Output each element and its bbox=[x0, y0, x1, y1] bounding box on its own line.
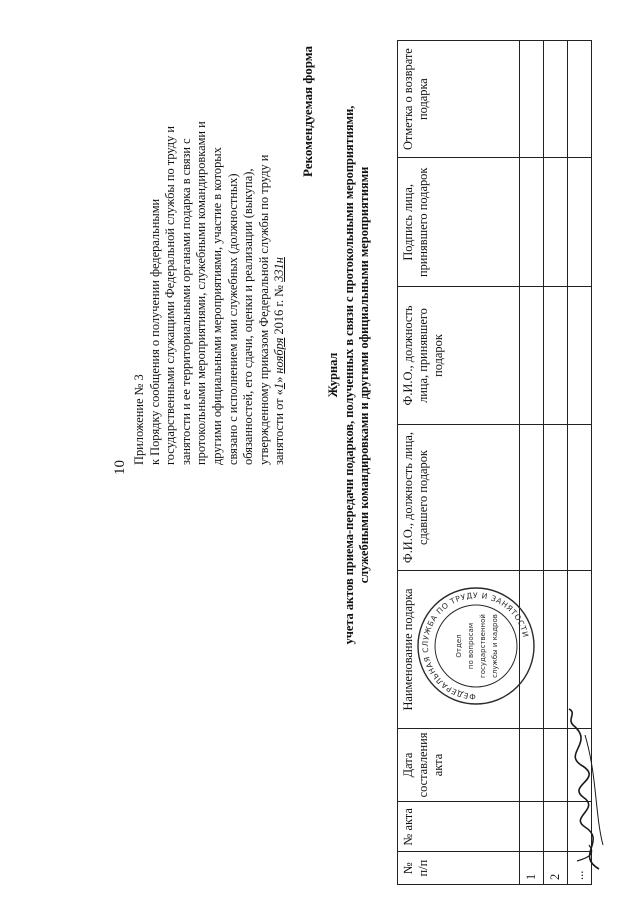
table-cell bbox=[544, 287, 568, 424]
appendix-date-line: занятости от «1» ноября 2016 г. № 331н bbox=[272, 257, 287, 465]
appendix-header bbox=[132, 35, 288, 465]
table-cell: ... bbox=[568, 852, 592, 885]
appendix-line: протокольными мероприятиями, служебными командировками и bbox=[194, 121, 209, 465]
appendix-line: обязанностей, его сдачи, оценки и реализации (выкупа), bbox=[241, 168, 256, 465]
appendix-line: утвержденному приказом Федеральной службы по труду и bbox=[256, 154, 271, 465]
title-line: Журнал bbox=[326, 352, 340, 398]
column-header: Ф.И.О., должность лица, принявшего подарок bbox=[398, 287, 520, 424]
table-cell: 2 bbox=[544, 852, 568, 885]
column-header: Наименование подарка bbox=[398, 571, 520, 728]
stamp-inner-line: государственной bbox=[479, 614, 487, 678]
appendix-line: государственными служащими Федеральной службы по труду и bbox=[163, 125, 178, 465]
table-cell bbox=[544, 41, 568, 158]
stamp-ring-text: ФЕДЕРАЛЬНАЯ СЛУЖБА ПО ТРУДУ И ЗАНЯТОСТИ bbox=[420, 590, 531, 702]
table-cell bbox=[568, 158, 592, 287]
column-header: № акта bbox=[398, 802, 520, 852]
appendix-line: к Порядку сообщения о получении федеральными bbox=[147, 198, 162, 465]
table-cell bbox=[568, 424, 592, 571]
table-cell bbox=[520, 728, 544, 802]
table-cell bbox=[520, 158, 544, 287]
journal-title bbox=[326, 0, 373, 905]
date-month: ноября bbox=[272, 337, 287, 374]
table-cell bbox=[520, 41, 544, 158]
column-header: Дата составления акта bbox=[398, 728, 520, 802]
table-cell: 1 bbox=[520, 852, 544, 885]
appendix-line: другими официальными мероприятиями, участие в которых bbox=[209, 147, 224, 465]
table-row bbox=[520, 41, 544, 885]
order-number: 331н bbox=[272, 257, 287, 282]
title-line: служебными командировками и другими официальными мероприятиями bbox=[357, 166, 371, 584]
page-number: 10 bbox=[112, 460, 128, 475]
table-cell bbox=[568, 287, 592, 424]
column-header: Отметка о возврате подарка bbox=[398, 41, 520, 158]
title-line: учета актов приема-передачи подарков, полученных в связи с протокольными мероприятиями, bbox=[341, 105, 356, 645]
table-cell bbox=[520, 287, 544, 424]
svg-text:ФЕДЕРАЛЬНАЯ СЛУЖБА ПО ТРУДУ И bbox=[421, 591, 530, 701]
table-cell bbox=[568, 41, 592, 158]
official-stamp bbox=[415, 585, 537, 707]
table-cell bbox=[520, 802, 544, 852]
date-day: 1 bbox=[272, 382, 287, 390]
appendix-line: Приложение № 3 bbox=[132, 374, 146, 465]
table-header-row bbox=[398, 41, 520, 885]
column-header: Подпись лица, принявшего подарок bbox=[398, 158, 520, 287]
appendix-line: связано с исполнением ими служебных (должностных) bbox=[225, 173, 240, 465]
appendix-line: занятости и ее территориальными органами подарка в связи с bbox=[178, 138, 193, 465]
table-cell bbox=[544, 158, 568, 287]
table-cell bbox=[520, 424, 544, 571]
table-cell bbox=[544, 424, 568, 571]
handwritten-signature bbox=[555, 705, 615, 875]
stamp-inner-line: службы и кадров bbox=[491, 614, 499, 678]
stamp-inner-line: по вопросам bbox=[467, 622, 475, 670]
stamp-inner-line: Отдел bbox=[455, 634, 463, 658]
form-label: Рекомендуемая форма bbox=[300, 45, 315, 177]
column-header: № п/п bbox=[398, 852, 520, 885]
column-header: Ф.И.О., должность лица, сдавшего подарок bbox=[398, 424, 520, 571]
